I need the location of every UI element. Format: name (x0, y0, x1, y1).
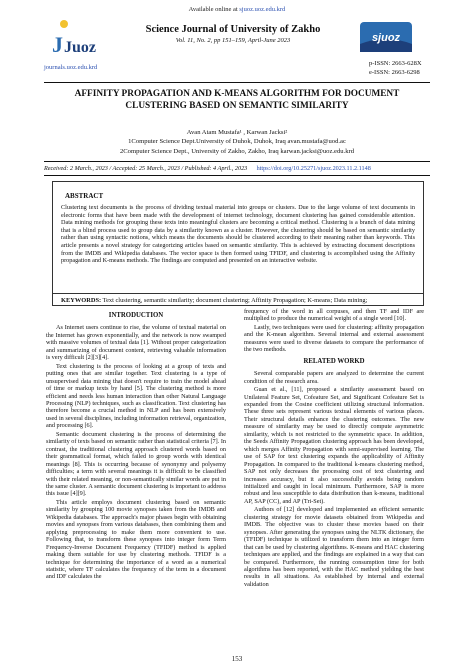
intro-paragraph-4: This article employs document clustering based on semantic similarity by grouping 100 movie synopses taken from the IMDB and Wikipedia databases. The approach's major phases begin with obtaining movies and synopses from various databases, then combining them and applying preprocessing to make them more convenient to use. Following that, to transform these synopses into integer form Term Frequency-Inverse Document Frequency (TFIDF) method is applied making them suitable for use by clustering methods. TFIDF is a technique for determining the importance of a word as a numerical statistic, where TF calculates the frequency of the term in a document and IDF calculates the (46, 498, 226, 581)
right-paragraph-1: frequency of the word in all corpuses, and then TF and IDF are multiplied to produce the numerical weight of a single word [10]. (244, 308, 424, 323)
available-prefix: Available online at (188, 6, 238, 13)
article-title (44, 88, 430, 112)
related-work-heading: RELATED WORKD (303, 357, 365, 365)
related-paragraph-3: Authors of [12] developed and implemented an efficient semantic clustering strategy for movie datasets obtained from Wikipedia and IMDB. The objective was to cluster these movies based on their synopses. After generating the synopses using the NLTK dictionary, the (TFIDF) technique is utilized to transform them into an integer form that can be used by clustering algorithms. K-means and HAC clustering techniques are applied, and the findings are explained in a way that can be compared. Furthermore, the running consumption time for both algorithms has been reported, with the HAC method yielding the best results in all situations. As established by internal and external validation (244, 506, 424, 588)
page-number: 153 (231, 655, 243, 663)
svg-text:J: J (52, 32, 63, 57)
abstract-text: Clustering text documents is the process of dividing textual material into groups or clusters. Due to the large volume of text documents in electronic forms that have been made with the development of internet technology, document clustering has gained considerable attention. Data mining methods for grouping these texts into meaningful clusters are becoming a critical method. Clustering is a branch of data mining that is a blind process used to group data by a similarity known as a cluster. However, the clustering should be based on semantic similarity rather than using syntactic notions, which means the documents should be clustered according to their meaning rather than keywords. This article presents a novel strategy for categorizing articles based on semantic similarity. This is achieved by extracting document descriptions from the IMDB and Wikipedia databases. The vector space is then formed using TFIDF, and clustering is accomplished using the Affinity propagation and K-means methods. The findings are computed and presented on an interactive website. (61, 204, 415, 265)
title-line-1: AFFINITY PROPAGATION AND K-MEANS ALGORITHM FOR DOCUMENT (74, 89, 400, 99)
affiliation-2: 2Computer Science Dept., University of Zakho, Zakho, Iraq karwan.jacksi@uoz.edu.krd (119, 147, 355, 155)
author-block (44, 128, 430, 156)
dates-bottom-rule (44, 175, 430, 176)
abstract-heading: ABSTRACT (65, 192, 104, 200)
related-paragraph-1: Several comparable papers are analyzed to determine the current condition of the research area. (244, 370, 424, 385)
publication-dates (44, 165, 430, 172)
right-column (244, 308, 424, 589)
doi-link[interactable]: https://doi.org/10.25271/sjuoz.2023.11.2.1148 (256, 165, 371, 172)
keywords-label: KEYWORDS: (61, 297, 102, 304)
dates-text: Received: 2 March., 2023 / Accepted: 25 March., 2023 / Published: 4 April., 2023 (44, 165, 248, 172)
intro-paragraph-3: Semantic document clustering is the process of determining the similarity of texts based on semantic rather than statistical criteria [7]. In contrast, the traditional clustering approach clustered words based on their grammatical format, which failed to group words with identical meanings [8]. This is occurring because of synonymy and polysemy difficulties; a term with several meanings it is difficult to be classified with their related meaning, or non-semantically similar words are put in the same cluster. A semantic document clustering is important to address this issue [4][9]. (46, 430, 226, 498)
availability-line (0, 6, 474, 13)
keywords-box (52, 294, 424, 306)
journal-name: Science Journal of University of Zakho (145, 24, 321, 35)
intro-paragraph-1: As Internet users continue to rise, the volume of textual material on the Internet has grown exponentially, and the network is now swamped with massive volumes of textual data [1]. Without proper categorization and summarizing of document content, retrieving valuable information is very difficult [2][3][4]. (46, 324, 226, 362)
title-line-2: CLUSTERING BASED ON SEMANTIC SIMILARITY (125, 101, 349, 111)
keywords-text: Text clustering, semantic similarity; document clustering; Affinity Propagation; K-means; Data mining; (101, 297, 368, 304)
issn-block (369, 59, 422, 77)
author-names: Avan Atam Mustafa¹ , Karwan Jacksi² (186, 129, 288, 136)
sjuoz-logo-icon (360, 22, 412, 52)
right-paragraph-2: Lastly, two techniques were used for clustering: affinity propagation and the K-mean algorithm. Several internal and external assessment measures were used to diverse datasets to compare the performance of the two methods. (244, 323, 424, 354)
juoz-logo-icon (50, 16, 98, 60)
introduction-heading: INTRODUCTION (108, 312, 164, 319)
journal-masthead (108, 24, 358, 44)
related-paragraph-2: Guan et al., [11], proposed a similarity assessment based on Unilateral Feature Set, Cofeature Set, and Significant Cofeature Set is expanded from the Cosine coefficient utilizing structural information. These three sets represent various textual elements of various places. Their structural details enhance the clustering outcomes. The new measure of similarity may be used to directly compute asymmetric similarity, which is not restricted to the symmetric space. In addition, the Seeds Affinity Propagation clustering approach has been developed, which merges Affinity Propagation with semi-supervised learning. The use of SAP for text clustering expands the applicability of Affinity Propagation. In compared to the traditional k-means clustering method, SAP not only decreases the processing cost of text clustering and increases accuracy, but it also successfully avoids being random initialized and caught in local minimum. Furthermore, SAP is more robust and less susceptible to data distribution than k-means, traditional AP, SAP (CC), and AP (Tri-Set). (244, 386, 424, 505)
pissn: p-ISSN: 2663-628X (369, 60, 422, 67)
journal-site-link[interactable]: sjuoz.uoz.edu.krd (239, 6, 286, 13)
volume-line: Vol. 11, No. 2, pp 151–159, April-June 2023 (175, 37, 291, 44)
intro-paragraph-2: Text clustering is the process of looking at a group of texts and putting ones that are similar together. Text clustering is a type of unsupervised data mining that doesn't require to train the model ahead of time or markup texts by hand [5]. The clustering method is more efficient and needs less human interaction than other Natural Language Processing (NLP) techniques, such as classification. Text clustering has therefore become a crucial method in NLP and has been extensively used in several disciplines, including information retrieval, organization, and processing [6]. (46, 362, 226, 430)
journal-logo-left (44, 16, 106, 76)
affiliation-1: 1Computer Science Dept.University of Duhok, Duhok, Iraq avan.mustafa@uod.ac (128, 138, 346, 146)
dates-top-rule (44, 161, 430, 162)
logo-right-text: sjuoz (371, 32, 401, 44)
eissn: e-ISSN: 2663-6298 (369, 69, 420, 76)
header-rule (44, 82, 430, 83)
logo-left-text: Juoz (64, 39, 96, 56)
left-column (46, 308, 226, 582)
abstract-box (52, 181, 424, 294)
journals-url-link[interactable]: journals.uoz.edu.krd (44, 64, 98, 71)
